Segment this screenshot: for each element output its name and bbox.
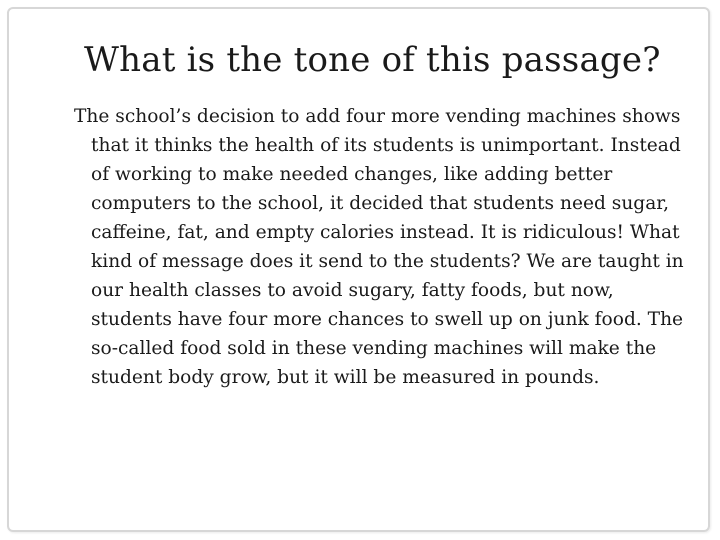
passage-text: The school’s decision to add four more vending machines shows that it thinks the health of its students is unimportant. Instead of working to make needed changes, like adding better computers to the school, it decided that students need sugar, caffeine, fat, and empty calories instead. It is ridiculous! What kind of message does it send to the students? We are taught in our health classes to avoid sugary, fatty foods, but now, students have four more chances to swell up on junk food. The so-called food sold in these vending machines will make the student body grow, but it will be measured in pounds. bbox=[74, 106, 684, 388]
slide-title: What is the tone of this passage? bbox=[84, 40, 661, 80]
